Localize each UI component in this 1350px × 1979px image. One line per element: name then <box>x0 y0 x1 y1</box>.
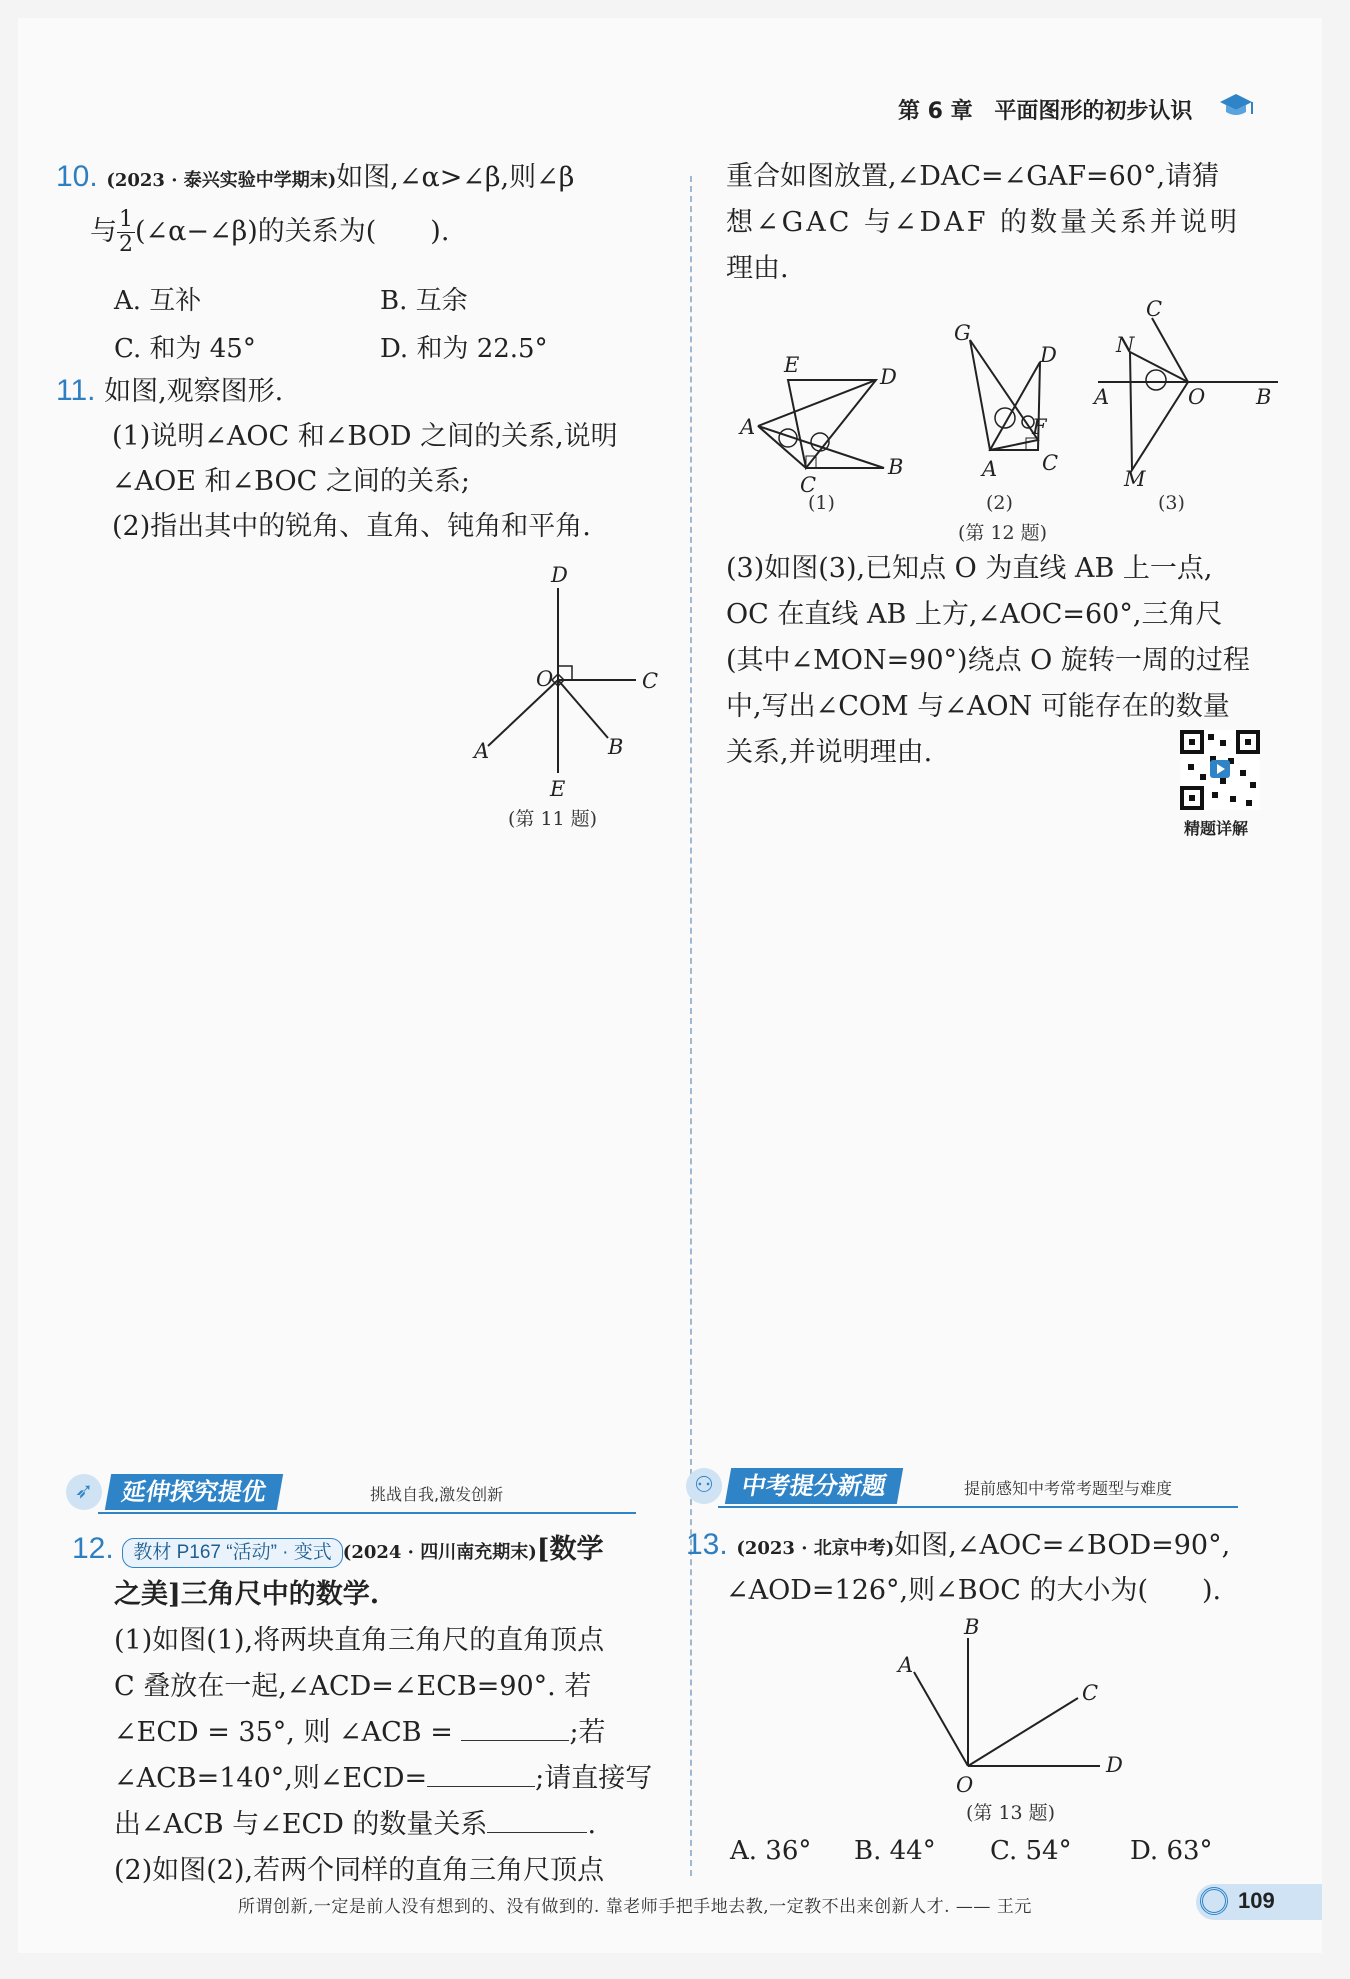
fig2-label-F: F <box>1032 415 1047 439</box>
q12-p3-line1: (3)如图(3),已知点 O 为直线 AB 上一点, <box>726 553 1213 584</box>
q10-option-a: A. 互补 <box>114 286 202 316</box>
textbook-reference-pill: 教材 P167 “活动” · 变式 <box>122 1538 342 1568</box>
fig1-label-D: D <box>880 365 897 389</box>
q12-line8: (2)如图(2),若两个同样的直角三角尺顶点 <box>114 1855 605 1886</box>
q12-p3-line4: 中,写出∠COM 与∠AON 可能存在的数量 <box>726 691 1230 722</box>
q12-cont-line1: 重合如图放置,∠DAC=∠GAF=60°,请猜 <box>726 161 1220 192</box>
q13-number: 13. <box>686 1528 728 1561</box>
q12-p3-line3: (其中∠MON=90°)绕点 O 旋转一周的过程 <box>726 645 1250 676</box>
q12-line6 <box>114 1756 652 1801</box>
q10-line2-post: (∠α−∠β)的关系为( ). <box>135 216 450 247</box>
q12-cont-line3: 理由. <box>726 253 789 284</box>
q12-cont-line2: 想∠GAC 与∠DAF 的数量关系并说明 <box>726 207 1241 238</box>
q13-label-A: A <box>898 1653 914 1677</box>
q13-option-a: A. 36° <box>730 1836 812 1866</box>
q12-line7-post: . <box>587 1809 597 1840</box>
graduation-cap-icon <box>1218 90 1254 122</box>
chapter-number: 第 6 章 <box>898 99 973 124</box>
q12-line6-post: ;请直接写 <box>535 1763 653 1794</box>
fig3-label-M: M <box>1124 467 1146 490</box>
label-B: B <box>608 735 624 759</box>
q12-p3-line5: 关系,并说明理由. <box>726 737 933 768</box>
q12-line5 <box>114 1710 606 1755</box>
q11-line4: (2)指出其中的锐角、直角、钝角和平角. <box>112 511 591 542</box>
medal-icon: ⚇ <box>686 1468 722 1504</box>
q12-line7 <box>114 1802 596 1847</box>
fig3-label-B: B <box>1256 385 1272 409</box>
chapter-title: 平面图形的初步认识 <box>994 99 1193 124</box>
q10-option-c: C. 和为 45° <box>114 334 256 364</box>
q12-figure-3 <box>1088 300 1288 490</box>
label-C: C <box>642 669 659 693</box>
q13-stem: 如图,∠AOC=∠BOD=90°, <box>894 1530 1231 1561</box>
q10-stem: 如图,∠α>∠β,则∠β <box>336 162 575 193</box>
fig1-label-B: B <box>888 455 904 479</box>
exam-banner-title: 中考提分新题 <box>725 1468 903 1504</box>
q13-figure <box>878 1616 1138 1796</box>
fraction-denominator: 2 <box>119 232 133 257</box>
q12-line3: (1)如图(1),将两块直角三角尺的直角顶点 <box>114 1625 605 1656</box>
fig3-label-O: O <box>1188 385 1206 409</box>
page-number-tab <box>1196 1884 1322 1920</box>
extension-banner-subtitle: 挑战自我,激发创新 <box>370 1485 504 1504</box>
extension-banner-title: 延伸探究提优 <box>105 1474 283 1510</box>
fig3-label-A: A <box>1094 385 1110 409</box>
q12-source: (2024 · 四川南充期末) <box>342 1542 537 1563</box>
q12-line7-pre: 出∠ACB 与∠ECD 的数量关系 <box>114 1809 488 1840</box>
fig2-label-G: G <box>954 321 971 345</box>
exam-banner <box>678 1464 1248 1508</box>
q12-p3-line2: OC 在直线 AB 上方,∠AOC=60°,三角尺 <box>726 599 1223 630</box>
half-fraction <box>117 208 135 257</box>
q11-line1 <box>56 368 283 414</box>
q10-option-b: B. 互余 <box>380 286 468 316</box>
q12-figure-1 <box>728 340 918 500</box>
answer-blank-3[interactable] <box>487 1802 587 1833</box>
fig3-label-N: N <box>1116 333 1135 357</box>
q12-line4: C 叠放在一起,∠ACD=∠ECB=90°. 若 <box>114 1671 592 1702</box>
q10-option-d: D. 和为 22.5° <box>380 334 548 364</box>
qr-label: 精题详解 <box>1184 819 1249 838</box>
q10-source: (2023 · 泰兴实验中学期末) <box>106 170 337 191</box>
q13-option-d: D. 63° <box>1130 1836 1213 1866</box>
spiral-icon <box>1200 1887 1228 1915</box>
q13-option-c: C. 54° <box>990 1836 1072 1866</box>
q13-label-B: B <box>964 1616 980 1639</box>
q12-sub3-caption: (3) <box>1158 492 1185 514</box>
q12-line1 <box>72 1526 604 1575</box>
q13-label-C: C <box>1082 1681 1099 1705</box>
q13-source: (2023 · 北京中考) <box>736 1538 895 1559</box>
fig2-label-D: D <box>1040 343 1057 367</box>
q12-figures-caption: (第 12 题) <box>958 522 1048 544</box>
q12-line2: 之美]三角尺中的数学. <box>114 1579 380 1610</box>
exam-banner-rule <box>718 1506 1238 1508</box>
q12-sub2-caption: (2) <box>986 492 1013 514</box>
q11-number: 11. <box>56 374 96 407</box>
q12-number: 12. <box>72 1532 114 1565</box>
page <box>18 18 1322 1953</box>
rocket-icon: ➶ <box>66 1474 102 1510</box>
fig1-label-C: C <box>800 473 817 497</box>
q12-line5-post: ;若 <box>569 1717 606 1748</box>
fig1-label-A: A <box>740 415 756 439</box>
q12-line6-pre: ∠ACB=140°,则∠ECD= <box>114 1763 428 1794</box>
fig3-label-C: C <box>1146 300 1163 321</box>
q12-line5-pre: ∠ECD = 35°, 则 ∠ACB = <box>114 1717 453 1748</box>
q11-caption: (第 11 题) <box>508 808 598 830</box>
q11-line2: (1)说明∠AOC 和∠BOD 之间的关系,说明 <box>112 421 618 452</box>
q10-line2 <box>90 208 449 257</box>
label-O: O <box>536 667 554 691</box>
chapter-header <box>898 94 1192 125</box>
q11-intro: 如图,观察图形. <box>104 376 284 407</box>
column-divider <box>690 176 692 1876</box>
q12-topic: [数学 <box>536 1534 604 1565</box>
page-number: 109 <box>1238 1888 1275 1913</box>
q13-line2: ∠AOD=126°,则∠BOC 的大小为( ). <box>726 1575 1222 1606</box>
qr-code-icon[interactable] <box>1180 730 1260 810</box>
q10-line1 <box>56 154 574 203</box>
fig2-label-A: A <box>982 457 998 481</box>
label-E: E <box>550 777 566 801</box>
extension-banner <box>58 1470 638 1514</box>
q13-label-O: O <box>956 1773 974 1796</box>
q10-number: 10. <box>56 160 98 193</box>
answer-blank-2[interactable] <box>427 1756 535 1787</box>
q12-figure-2 <box>930 310 1070 500</box>
fig1-label-E: E <box>784 353 800 377</box>
label-D: D <box>551 563 568 587</box>
q13-option-b: B. 44° <box>854 1836 936 1866</box>
extension-banner-rule <box>98 1512 636 1514</box>
q11-line3: ∠AOE 和∠BOC 之间的关系; <box>112 466 470 497</box>
exam-banner-subtitle: 提前感知中考常考题型与难度 <box>964 1479 1173 1498</box>
label-A: A <box>474 739 490 763</box>
q10-line2-pre: 与 <box>90 216 117 247</box>
q13-line1 <box>686 1522 1230 1571</box>
fraction-numerator: 1 <box>119 207 133 232</box>
q12-sub1-caption: (1) <box>808 492 835 514</box>
answer-blank-1[interactable] <box>461 1710 569 1741</box>
q13-caption: (第 13 题) <box>966 1802 1056 1824</box>
q13-label-D: D <box>1106 1753 1123 1777</box>
q11-figure <box>448 558 668 818</box>
fig2-label-C: C <box>1042 451 1059 475</box>
footer-quote: 所谓创新,一定是前人没有想到的、没有做到的. 靠老师手把手地去教,一定教不出来创新人才. —— 王元 <box>238 1897 1032 1917</box>
